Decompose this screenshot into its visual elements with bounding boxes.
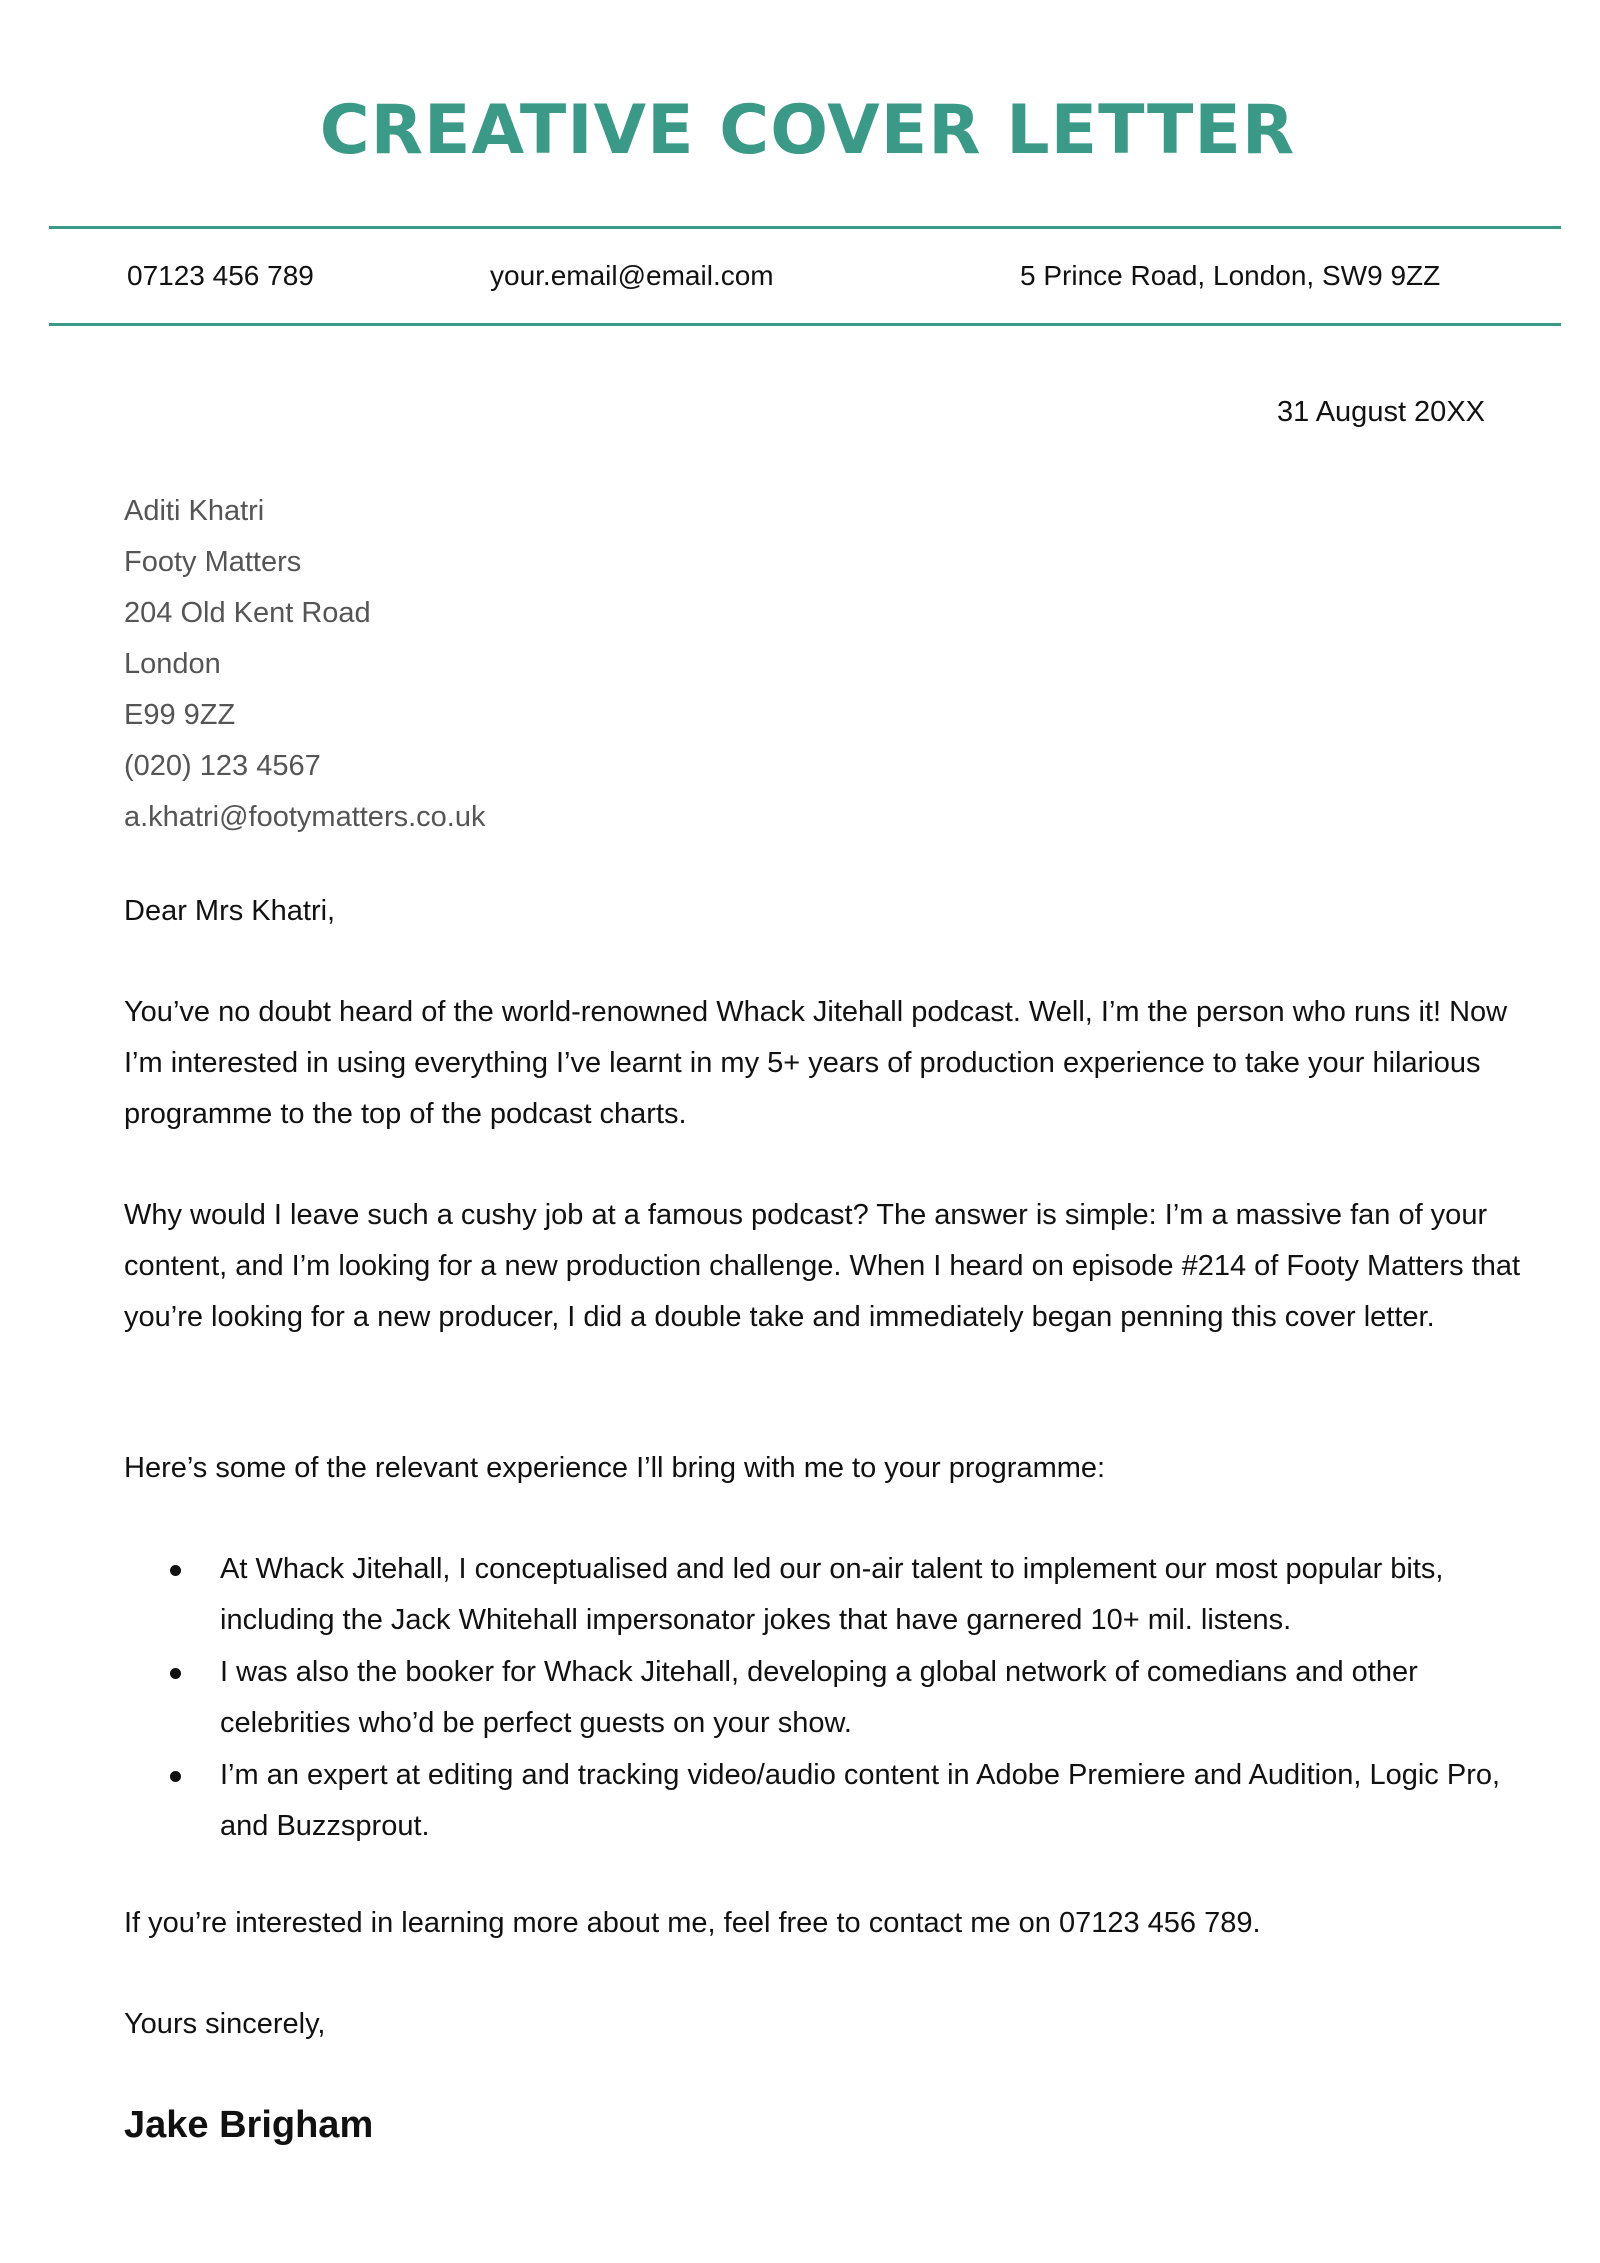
recipient-name: Aditi Khatri xyxy=(124,495,265,527)
experience-item-text: At Whack Jitehall, I conceptualised and led our on-air talent to implement our most popular bits, including the Jack Whitehall impersonator jokes that have garnered 10+ mil. listens. xyxy=(220,1553,1444,1636)
recipient-street: 204 Old Kent Road xyxy=(124,597,371,629)
recipient-phone: (020) 123 4567 xyxy=(124,750,321,782)
recipient-company: Footy Matters xyxy=(124,546,302,578)
recipient-email: a.khatri@footymatters.co.uk xyxy=(124,801,486,833)
salutation: Dear Mrs Khatri, xyxy=(124,895,336,927)
letter-date: 31 August 20XX xyxy=(1277,396,1485,428)
letter-title: CREATIVE COVER LETTER xyxy=(319,91,1296,170)
recipient-block xyxy=(124,486,485,843)
body-paragraph-3: Here’s some of the relevant experience I’ll bring with me to your programme: xyxy=(124,1452,1106,1484)
body-paragraph-1: You’ve no doubt heard of the world-renowned Whack Jitehall podcast. Well, I’m the person who runs it! Now I’m interested in using everything I’ve learnt in my 5+ years of production experience to take your hilarious programme to the top of the podcast charts. xyxy=(124,996,1508,1130)
sender-phone: 07123 456 789 xyxy=(127,260,314,291)
header-top-rule xyxy=(49,226,1561,229)
closing: Yours sincerely, xyxy=(124,2008,326,2040)
experience-item xyxy=(124,1647,1524,1749)
sender-address: 5 Prince Road, London, SW9 9ZZ xyxy=(1020,260,1441,291)
recipient-city: London xyxy=(124,648,221,680)
experience-item-text: I was also the booker for Whack Jitehall, developing a global network of comedians and other celebrities who’d be perfect guests on your show. xyxy=(220,1656,1418,1739)
bullet-icon xyxy=(170,1771,181,1782)
recipient-postcode: E99 9ZZ xyxy=(124,699,236,731)
experience-item xyxy=(124,1750,1524,1852)
header-bottom-rule xyxy=(49,323,1561,326)
body-paragraph-2: Why would I leave such a cushy job at a famous podcast? The answer is simple: I’m a massive fan of your content, and I’m looking for a new production challenge. When I heard on episode #214 of Footy Matters that you’re looking for a new producer, I did a double take and immediately began penning this cover letter. xyxy=(124,1199,1521,1333)
sender-email: your.email@email.com xyxy=(490,260,774,291)
signature-name: Jake Brigham xyxy=(124,2104,374,2146)
bullet-icon xyxy=(170,1668,181,1679)
experience-item xyxy=(124,1544,1524,1646)
experience-item-text: I’m an expert at editing and tracking video/audio content in Adobe Premiere and Audition, Logic Pro, and Buzzsprout. xyxy=(220,1759,1501,1842)
bullet-icon xyxy=(170,1565,181,1576)
body-paragraph-4: If you’re interested in learning more about me, feel free to contact me on 07123 456 789. xyxy=(124,1907,1261,1939)
experience-list xyxy=(124,1544,1524,1853)
